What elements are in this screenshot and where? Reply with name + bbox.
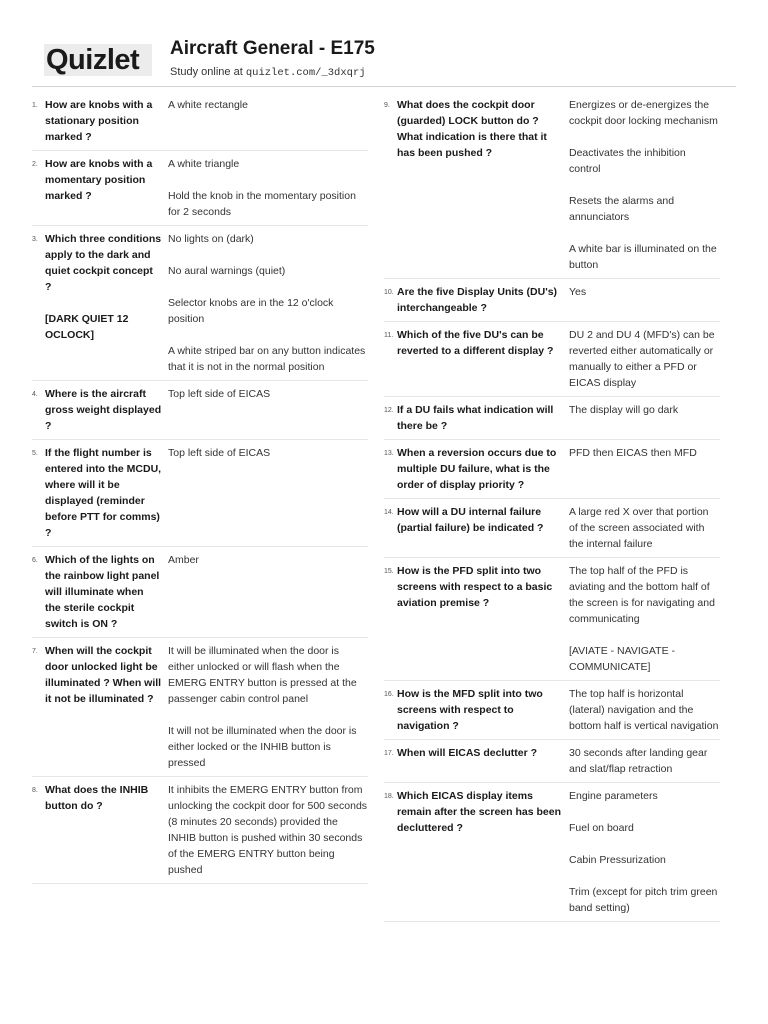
card-term — [45, 386, 168, 434]
quizlet-logo[interactable] — [44, 44, 152, 76]
card-number: 9. — [384, 102, 390, 109]
definition-text: Deactivates the inhibition control — [569, 147, 686, 175]
definition-text: It will be illuminated when the door is either unlocked or will flash when the EMERG ENTRY button is pressed at the passenger cabin control panel — [168, 645, 357, 705]
card-definition — [569, 686, 720, 734]
card-definition — [569, 327, 720, 391]
term-text: What does the cockpit door (guarded) LOCK button do ? What indication is there that it has been pushed ? — [397, 99, 547, 159]
term-text: Are the five Display Units (DU's) interchangeable ? — [397, 286, 558, 314]
flashcard — [384, 444, 720, 499]
term-text: How is the PFD split into two screens with respect to a basic aviation premise ? — [397, 565, 553, 609]
flashcard — [384, 562, 720, 681]
definition-text: [AVIATE - NAVIGATE - COMMUNICATE] — [569, 645, 675, 673]
card-definition — [168, 386, 368, 434]
term-text: [DARK QUIET 12 OCLOCK] — [45, 313, 129, 341]
definition-text: PFD then EICAS then MFD — [569, 447, 697, 459]
card-term — [397, 402, 569, 434]
definition-text: Resets the alarms and annunciators — [569, 195, 675, 223]
flashcard — [384, 283, 720, 322]
term-text: Which of the five DU's can be reverted to a different display ? — [397, 329, 554, 357]
term-text: Which EICAS display items remain after the screen has been decluttered ? — [397, 790, 561, 834]
card-term — [397, 97, 569, 273]
card-term — [397, 563, 569, 675]
flashcard — [384, 401, 720, 440]
card-number: 3. — [32, 236, 38, 243]
card-definition — [569, 788, 720, 916]
definition-text: It will not be illuminated when the door is either locked or the INHIB button is pressed — [168, 725, 357, 769]
flashcard — [32, 385, 368, 440]
card-number: 18. — [384, 793, 394, 800]
card-definition — [168, 643, 368, 771]
header-divider — [32, 86, 736, 87]
card-term — [45, 445, 168, 541]
card-term — [397, 327, 569, 391]
definition-text: No lights on (dark) — [168, 233, 254, 245]
card-number: 2. — [32, 161, 38, 168]
card-term — [45, 97, 168, 145]
card-number: 15. — [384, 568, 394, 575]
definition-text: Amber — [168, 554, 199, 566]
card-term — [397, 686, 569, 734]
flashcard — [32, 155, 368, 226]
card-definition — [168, 97, 368, 145]
definition-text: A white rectangle — [168, 99, 248, 111]
term-text: What does the INHIB button do ? — [45, 784, 149, 812]
card-definition — [168, 552, 368, 632]
term-text: If the flight number is entered into the MCDU, where will it be displayed (reminder before PTT for comms) ? — [45, 447, 162, 539]
term-text: Where is the aircraft gross weight displayed ? — [45, 388, 162, 432]
definition-text: Engine parameters — [569, 790, 658, 802]
card-definition — [569, 284, 720, 316]
definition-text: The top half is horizontal (lateral) navigation and the bottom half is vertical navigation — [569, 688, 719, 732]
flashcard — [32, 551, 368, 638]
definition-text: Fuel on board — [569, 822, 634, 834]
term-text: If a DU fails what indication will there be ? — [397, 404, 554, 432]
definition-text: A white bar is illuminated on the button — [569, 243, 717, 271]
card-definition — [168, 231, 368, 375]
logo-text: Quizlet — [46, 44, 140, 76]
card-number: 8. — [32, 787, 38, 794]
flashcard — [384, 503, 720, 558]
definition-text: DU 2 and DU 4 (MFD's) can be reverted either automatically or manually to either a PFD or EICAS display — [569, 329, 715, 389]
card-number: 12. — [384, 407, 394, 414]
flashcard — [32, 642, 368, 777]
definition-text: Hold the knob in the momentary position for 2 seconds — [168, 190, 356, 218]
term-text: Which three conditions apply to the dark and quiet cockpit concept ? — [45, 233, 162, 293]
definition-text: The display will go dark — [569, 404, 679, 416]
card-definition — [569, 402, 720, 434]
card-number: 10. — [384, 289, 394, 296]
page-title: Aircraft General - E175 — [170, 38, 375, 59]
flashcard — [32, 444, 368, 547]
card-term — [45, 156, 168, 220]
definition-text: A large red X over that portion of the screen associated with the internal failure — [569, 506, 709, 550]
card-number: 6. — [32, 557, 38, 564]
card-term — [45, 782, 168, 878]
card-number: 5. — [32, 450, 38, 457]
card-term — [45, 231, 168, 375]
flashcard — [384, 787, 720, 922]
card-definition — [569, 504, 720, 552]
flashcard — [384, 744, 720, 783]
card-definition — [168, 782, 368, 878]
card-definition — [168, 156, 368, 220]
card-term — [397, 445, 569, 493]
card-number: 4. — [32, 391, 38, 398]
left-column — [32, 96, 368, 888]
card-number: 7. — [32, 648, 38, 655]
term-text: Which of the lights on the rainbow light panel will illuminate when the sterile cockpit switch is ON ? — [45, 554, 160, 630]
card-term — [397, 284, 569, 316]
flashcard — [384, 685, 720, 740]
term-text: When a reversion occurs due to multiple DU failure, what is the order of display priority ? — [397, 447, 557, 491]
definition-text: Selector knobs are in the 12 o'clock position — [168, 297, 334, 325]
card-number: 14. — [384, 509, 394, 516]
term-text: When will the cockpit door unlocked light be illuminated ? When will it not be illuminated ? — [45, 645, 162, 705]
term-text: How will a DU internal failure (partial failure) be indicated ? — [397, 506, 544, 534]
flashcard — [384, 326, 720, 397]
term-text: When will EICAS declutter ? — [397, 747, 538, 759]
flashcard — [32, 230, 368, 381]
card-number: 11. — [384, 332, 394, 339]
term-text: How is the MFD split into two screens with respect to navigation ? — [397, 688, 543, 732]
study-url-link[interactable]: quizlet.com/_3dxqrj — [245, 67, 366, 79]
card-definition — [168, 445, 368, 541]
definition-text: The top half of the PFD is aviating and the bottom half of the screen is for navigating and communicating — [569, 565, 715, 625]
card-term — [45, 643, 168, 771]
page-subtitle — [170, 66, 366, 79]
definition-text: Energizes or de-energizes the cockpit door locking mechanism — [569, 99, 718, 127]
card-definition — [569, 97, 720, 273]
definition-text: A white striped bar on any button indicates that it is not in the normal position — [168, 345, 366, 373]
definition-text: 30 seconds after landing gear and slat/flap retraction — [569, 747, 708, 775]
card-number: 17. — [384, 750, 394, 757]
card-term — [397, 788, 569, 916]
card-term — [45, 552, 168, 632]
term-text: How are knobs with a stationary position marked ? — [45, 99, 153, 143]
card-number: 1. — [32, 102, 38, 109]
right-column — [384, 96, 720, 926]
definition-text: Trim (except for pitch trim green band setting) — [569, 886, 718, 914]
page-header — [0, 0, 768, 86]
card-definition — [569, 563, 720, 675]
definition-text: Top left side of EICAS — [168, 388, 271, 400]
card-number: 16. — [384, 691, 394, 698]
definition-text: It inhibits the EMERG ENTRY button from unlocking the cockpit door for 500 seconds (8 minutes 20 seconds) provided the INHIB button is pushed within 30 seconds of the EMERG ENTRY button being pushed — [168, 784, 368, 876]
flashcard — [32, 781, 368, 884]
definition-text: A white triangle — [168, 158, 240, 170]
card-definition — [569, 745, 720, 777]
card-term — [397, 745, 569, 777]
definition-text: Top left side of EICAS — [168, 447, 271, 459]
definition-text: Yes — [569, 286, 587, 298]
flashcard — [384, 96, 720, 279]
flashcard — [32, 96, 368, 151]
card-number: 13. — [384, 450, 394, 457]
subtitle-prefix: Study online at — [170, 66, 246, 78]
card-term — [397, 504, 569, 552]
definition-text: Cabin Pressurization — [569, 854, 666, 866]
definition-text: No aural warnings (quiet) — [168, 265, 286, 277]
card-definition — [569, 445, 720, 493]
term-text: How are knobs with a momentary position marked ? — [45, 158, 153, 202]
